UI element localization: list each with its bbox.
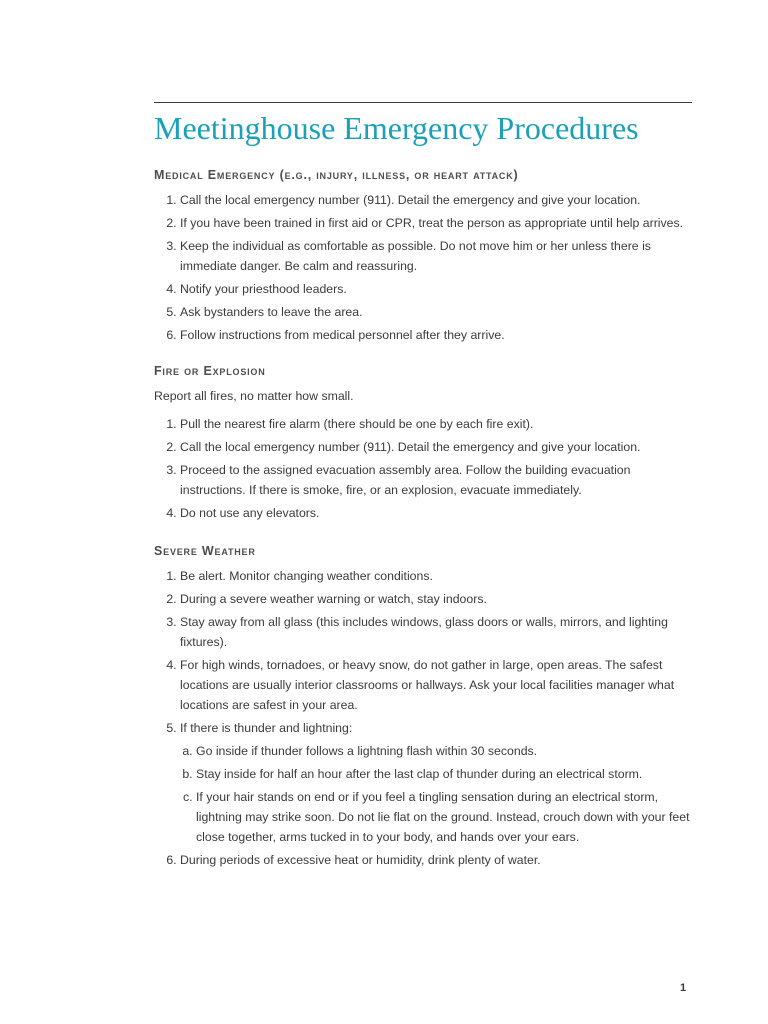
list-item [180, 718, 692, 847]
list-item: 2. During a severe weather warning or watch, stay indoors. [180, 589, 692, 609]
section-heading-fire: Fire or Explosion [154, 364, 266, 378]
section-heading-weather: Severe Weather [154, 544, 256, 558]
list-item: 6. Follow instructions from medical personnel after they arrive. [180, 325, 692, 345]
severe-weather-section [154, 544, 692, 870]
page-number: 1 [680, 982, 687, 994]
list-item: 1. Be alert. Monitor changing weather conditions. [180, 566, 692, 586]
sub-list-item: b. Stay inside for half an hour after the last clap of thunder during an electrical storm. [196, 764, 692, 784]
list-item: 1. Pull the nearest fire alarm (there should be one by each fire exit). [180, 414, 692, 434]
list-item: 1. Call the local emergency number (911). Detail the emergency and give your location. [180, 190, 692, 210]
fire-intro-text: Report all fires, no matter how small. [154, 389, 354, 403]
fire-explosion-section [154, 364, 692, 523]
list-item: 2. If you have been trained in first aid or CPR, treat the person as appropriate until help arrives. [180, 213, 692, 233]
top-rule [154, 102, 692, 103]
list-item: 3. Keep the individual as comfortable as possible. Do not move him or her unless there is immediate danger. Be calm and reassuring. [180, 236, 692, 276]
list-item: 3. Proceed to the assigned evacuation assembly area. Follow the building evacuation instructions. If there is smoke, fire, or an explosion, evacuate immediately. [180, 460, 692, 500]
sub-list-item: a. Go inside if thunder follows a lightning flash within 30 seconds. [196, 741, 692, 761]
sub-list-item: c. If your hair stands on end or if you feel a tingling sensation during an electrical storm, lightning may strike soon. Do not lie flat on the ground. Instead, crouch down with your feet close together, arms tucked in to your body, and hands over your ears. [196, 787, 692, 847]
document-title: Meetinghouse Emergency Procedures [154, 110, 639, 146]
list-item: 6. During periods of excessive heat or humidity, drink plenty of water. [180, 850, 692, 870]
document-page [154, 102, 692, 873]
list-item: 3. Stay away from all glass (this includes windows, glass doors or walls, mirrors, and lighting fixtures). [180, 612, 692, 652]
list-item: 4. Do not use any elevators. [180, 503, 692, 523]
lightning-substeps-list [180, 741, 692, 847]
list-item: 4. Notify your priesthood leaders. [180, 279, 692, 299]
fire-steps-list [154, 414, 692, 523]
medical-steps-list [154, 190, 692, 345]
medical-emergency-section [154, 168, 692, 345]
section-heading-medical: Medical Emergency (e.g., injury, illness, or heart attack) [154, 168, 519, 182]
list-item-text: If there is thunder and lightning: [180, 721, 353, 735]
list-item: 4. For high winds, tornadoes, or heavy snow, do not gather in large, open areas. The safest locations are usually interior classrooms or hallways. Ask your local facilities manager what locations are safest in your area. [180, 655, 692, 715]
list-item: 2. Call the local emergency number (911). Detail the emergency and give your location. [180, 437, 692, 457]
weather-steps-list [154, 566, 692, 870]
list-item: 5. Ask bystanders to leave the area. [180, 302, 692, 322]
